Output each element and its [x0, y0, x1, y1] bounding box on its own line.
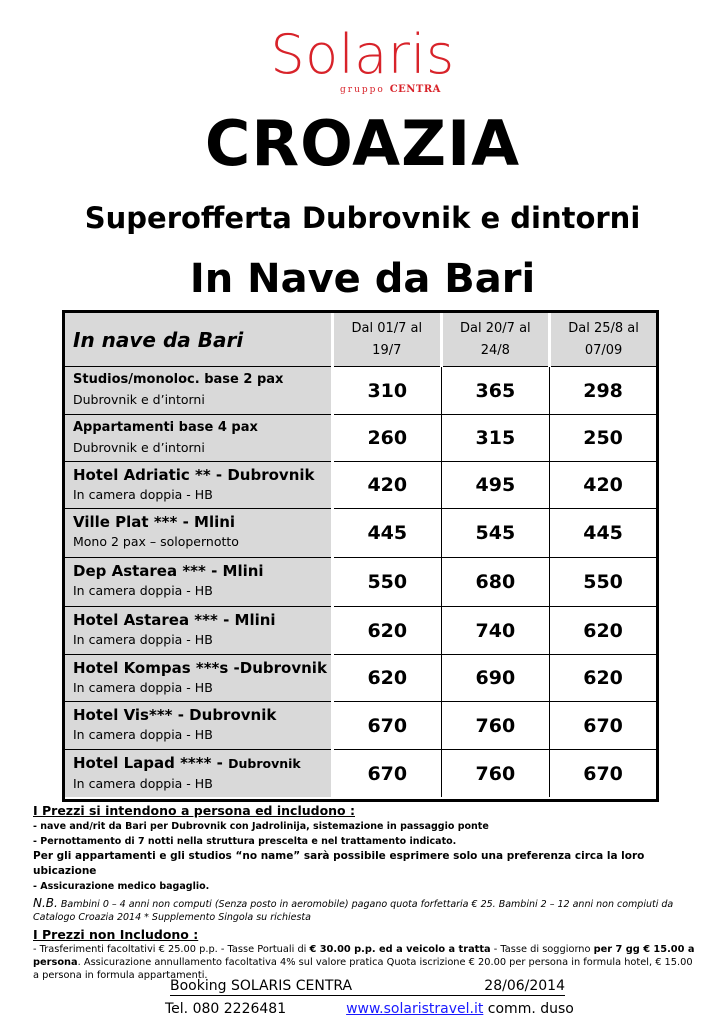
price-cell: 315: [441, 415, 550, 462]
nb-note: [33, 897, 698, 924]
booking-date: 28/06/2014: [484, 978, 565, 994]
accommodation-cell: [65, 367, 333, 415]
accommodation-cell: [65, 607, 333, 655]
accommodation-desc: Dubrovnik e d’intorni: [73, 392, 205, 407]
website-suffix: comm. duso: [483, 1001, 574, 1017]
table-row: [65, 750, 656, 798]
period-line2: 19/7: [372, 342, 402, 358]
table-row: [65, 509, 656, 558]
price-cell: 620: [333, 607, 442, 655]
apartments-note: Per gli appartamenti e gli studios “no name” sarà possibile esprimere solo una preferenza circa la loro ubicazione: [33, 850, 645, 877]
price-cell: 550: [333, 558, 442, 607]
solaris-logo: [0, 23, 725, 95]
price-cell: 620: [550, 607, 656, 655]
price-cell: 260: [333, 415, 442, 462]
period-line1: Dal 01/7 al: [351, 320, 423, 336]
accommodation-desc: In camera doppia - HB: [73, 632, 213, 647]
price-cell: 495: [441, 462, 550, 509]
excluded-part: . Assicurazione annullamento facoltativa 4% sul valore pratica Quota iscrizione € 20.00 per persona in formula hotel, € 15.00 a persona in formula appartamenti.: [33, 957, 693, 981]
period-header: [441, 313, 550, 367]
accommodation-cell: [65, 750, 333, 798]
accommodation-cell: [65, 558, 333, 607]
nb-text: Bambini 0 – 4 anni non computi (Senza posto in aeromobile) pagano quota forfettaria € 25. Bambini 2 – 12 anni non compiuti da Catalogo Croazia 2014 * Supplemento Singola su richiesta: [33, 899, 674, 923]
page-title: CROAZIA: [204, 107, 521, 180]
table-row: [65, 655, 656, 702]
price-cell: 250: [550, 415, 656, 462]
logo-sub-left: gruppo: [340, 85, 385, 95]
table-row: [65, 415, 656, 462]
price-cell: 310: [333, 367, 442, 415]
logo-sub-right: CENTRA: [389, 84, 441, 95]
accommodation-desc: In camera doppia - HB: [73, 727, 213, 742]
booking-label: Booking SOLARIS CENTRA: [170, 978, 353, 994]
accommodation-name: Ville Plat *** - Mlini: [73, 513, 236, 531]
accommodation-name: [73, 753, 327, 774]
price-cell: 550: [550, 558, 656, 607]
website-link[interactable]: www.solaristravel.it: [346, 1001, 484, 1017]
period-line1: Dal 25/8 al: [568, 320, 639, 336]
accommodation-cell: [65, 415, 333, 462]
price-cell: 420: [333, 462, 442, 509]
price-cell: 670: [333, 702, 442, 750]
excluded-part-bold: € 30.00 p.p. ed a veicolo a tratta: [309, 944, 491, 955]
price-table: [62, 310, 659, 802]
accommodation-desc: In camera doppia - HB: [73, 487, 213, 502]
excluded-heading: I Prezzi non Includono :: [33, 927, 199, 942]
price-cell: 365: [441, 367, 550, 415]
price-cell: 670: [550, 702, 656, 750]
page-subtitle: Superofferta Dubrovnik e dintorni: [84, 201, 641, 235]
price-cell: 680: [441, 558, 550, 607]
table-row: [65, 607, 656, 655]
included-item: - Assicurazione medico bagaglio.: [33, 881, 210, 892]
included-item: - Pernottamento di 7 notti nella struttura prescelta e nel trattamento indicato.: [33, 836, 457, 847]
table-header-title: In nave da Bari: [65, 313, 333, 367]
table-row: [65, 702, 656, 750]
price-cell: 670: [333, 750, 442, 798]
terms-notes: [33, 803, 698, 982]
excluded-part: - Trasferimenti facoltativi € 25.00 p.p. - Tasse Portuali di: [33, 944, 310, 955]
accommodation-cell: [65, 702, 333, 750]
excluded-part-bold: per 7 gg € 15.00 a persona: [33, 944, 695, 968]
accommodation-desc: In camera doppia - HB: [73, 583, 213, 598]
period-header: [333, 313, 442, 367]
price-cell: 760: [441, 750, 550, 798]
accommodation-name: Hotel Vis*** - Dubrovnik: [73, 706, 277, 724]
accommodation-desc: In camera doppia - HB: [73, 680, 213, 695]
accommodation-cell: [65, 462, 333, 509]
footer-contacts: [165, 1000, 585, 1018]
period-header: [550, 313, 656, 367]
accommodation-desc: Dubrovnik e d’intorni: [73, 440, 205, 455]
period-line2: 07/09: [584, 342, 623, 358]
accommodation-name: Hotel Adriatic ** - Dubrovnik: [73, 466, 315, 484]
included-heading: I Prezzi si intendono a persona ed includono :: [33, 803, 355, 818]
accommodation-name: Studios/monoloc. base 2 pax: [73, 372, 284, 387]
logo-wordmark: Solaris: [270, 23, 455, 86]
price-cell: 445: [333, 509, 442, 558]
price-cell: 690: [441, 655, 550, 702]
table-row: [65, 558, 656, 607]
period-line2: 24/8: [480, 342, 510, 358]
price-cell: 298: [550, 367, 656, 415]
accommodation-name: Hotel Astarea *** - Mlini: [73, 611, 276, 629]
included-item: - nave and/rit da Bari per Dubrovnik con Jadrolinija, sistemazione in passaggio ponte: [33, 821, 489, 832]
accommodation-name: Appartamenti base 4 pax: [73, 420, 258, 435]
table-row: [65, 462, 656, 509]
page-subtitle-secondary: In Nave da Bari: [189, 256, 536, 302]
table-header-row: [65, 313, 656, 367]
footer-booking: [170, 977, 565, 996]
price-cell: 670: [550, 750, 656, 798]
accommodation-desc: In camera doppia - HB: [73, 776, 213, 791]
price-cell: 445: [550, 509, 656, 558]
excluded-part: - Tasse di soggiorno: [490, 944, 594, 955]
price-cell: 620: [550, 655, 656, 702]
accommodation-name: Dep Astarea *** - Mlini: [73, 562, 264, 580]
price-cell: 740: [441, 607, 550, 655]
price-cell: 420: [550, 462, 656, 509]
period-line1: Dal 20/7 al: [460, 320, 531, 336]
accommodation-cell: [65, 509, 333, 558]
accommodation-name-location: Dubrovnik: [228, 756, 301, 771]
price-cell: 620: [333, 655, 442, 702]
accommodation-desc: Mono 2 pax – solopernotto: [73, 534, 239, 549]
accommodation-cell: [65, 655, 333, 702]
logo-subtitle: [340, 84, 441, 95]
accommodation-name-main: Hotel Lapad **** -: [73, 754, 223, 772]
phone-number: Tel. 080 2226481: [165, 1001, 287, 1017]
nb-label: N.B.: [33, 896, 58, 910]
accommodation-name: Hotel Kompas ***s -Dubrovnik: [73, 659, 327, 677]
table-row: [65, 367, 656, 415]
price-cell: 545: [441, 509, 550, 558]
price-cell: 760: [441, 702, 550, 750]
